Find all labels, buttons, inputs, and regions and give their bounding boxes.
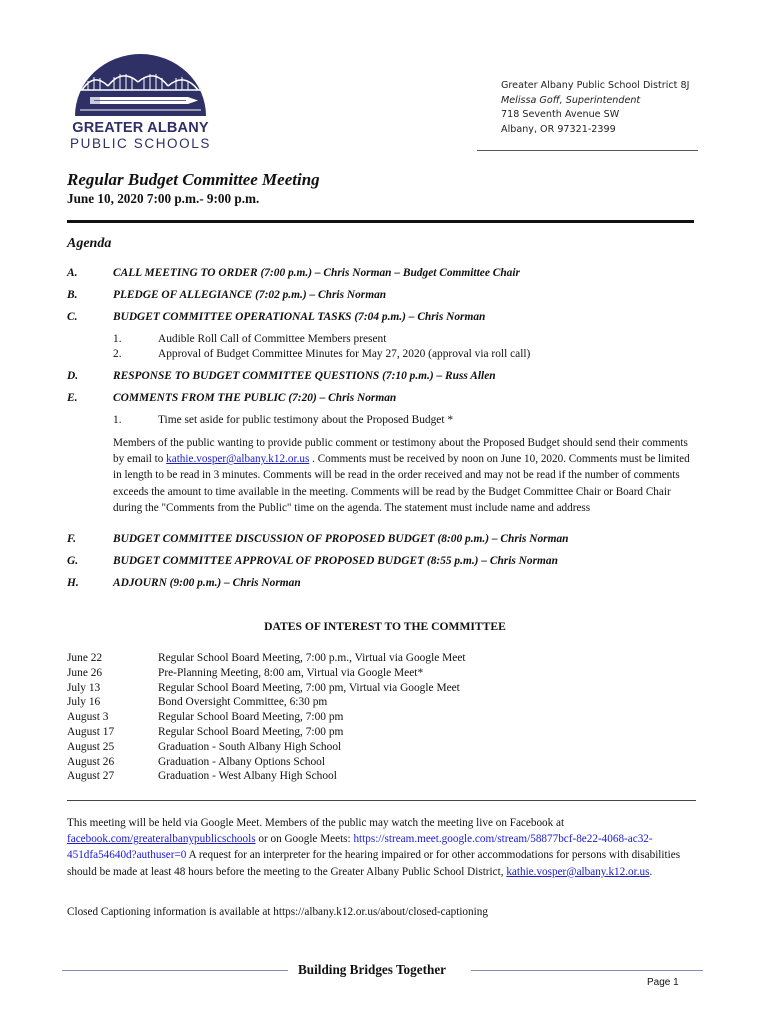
notice-text: A request for an interpreter for the hearing impaired or for other accommodations for persons with disabilities should be made at least 48 hours before the meeting to the Greater Albany Public School District, [67,849,681,878]
notice-divider [67,800,696,801]
dates-list [67,651,114,784]
meeting-date-time: June 10, 2020 7:00 p.m.- 9:00 p.m. [67,191,260,206]
agenda-item-public-comments: COMMENTS FROM THE PUBLIC (7:20) – Chris Norman [113,392,397,404]
date-cell: August 26 [67,755,115,768]
agenda-item-call-to-order: CALL MEETING TO ORDER (7:00 p.m.) – Chris Norman – Budget Committee Chair [113,267,520,279]
subitem-number: 2. [113,348,122,360]
agenda-item-letter: E. [67,392,78,404]
agenda-item-letter: H. [67,577,79,589]
page-number: Page 1 [647,977,679,988]
email-link[interactable]: kathie.vosper@albany.k12.or.us [166,453,310,466]
address-divider [477,150,698,151]
meeting-notice [67,815,697,880]
agenda-item-adjourn: ADJOURN (9:00 p.m.) – Chris Norman [113,577,301,589]
event-cell: Bond Oversight Committee, 6:30 pm [158,696,328,709]
agenda-item-letter: B. [67,289,78,301]
bridge-logo-icon [68,50,213,120]
subitem-number: 1. [113,333,122,345]
agenda-item-operational-tasks: BUDGET COMMITTEE OPERATIONAL TASKS (7:04 p.m.) – Chris Norman [113,311,486,323]
event-cell: Graduation - Albany Options School [158,755,326,768]
public-comment-instructions [113,435,698,516]
date-cell: July 16 [67,696,101,709]
date-cell: June 26 [67,666,103,679]
footer-tagline: Building Bridges Together [298,962,447,977]
agenda-item-letter: F. [67,533,76,545]
notice-text: This meeting will be held via Google Meet. Members of the public may watch the meeting live on Facebook at [67,817,565,829]
agenda-item-approval: BUDGET COMMITTEE APPROVAL OF PROPOSED BUDGET (8:55 p.m.) – Chris Norman [113,555,558,567]
address-line-district: Greater Albany Public School District 8J [501,80,690,91]
closed-captioning-info: Closed Captioning information is available at https://albany.k12.or.us/about/closed-captioning [67,906,488,918]
address-line-street: 718 Seventh Avenue SW [501,109,620,121]
agenda-item-questions: RESPONSE TO BUDGET COMMITTEE QUESTIONS (7:10 p.m.) – Russ Allen [113,370,496,382]
agenda-item-pledge: PLEDGE OF ALLEGIANCE (7:02 p.m.) – Chris Norman [113,289,387,301]
document-title: Regular Budget Committee Meeting [67,170,320,189]
subitem-number: 1. [113,414,122,426]
date-cell: August 25 [67,740,115,753]
event-cell: Graduation - West Albany High School [158,770,337,783]
dates-heading: DATES OF INTEREST TO THE COMMITTEE [264,620,506,633]
date-cell: August 17 [67,725,115,738]
email-link[interactable]: kathie.vosper@albany.k12.or.us [506,865,650,878]
subitem-public-testimony: Time set aside for public testimony about the Proposed Budget * [158,414,454,426]
event-cell: Regular School Board Meeting, 7:00 p.m., Virtual via Google Meet [158,652,466,664]
address-line-superintendent: Melissa Goff, Superintendent [501,94,641,106]
event-cell: Regular School Board Meeting, 7:00 pm [158,711,344,724]
agenda-item-letter: G. [67,555,79,567]
agenda-item-letter: C. [67,311,78,323]
notice-text: . [649,865,653,878]
event-cell: Regular School Board Meeting, 7:00 pm, Virtual via Google Meet [158,681,460,694]
date-cell: August 27 [67,770,115,783]
footer-line-right [471,970,703,971]
district-logo [68,50,213,152]
subitem-minutes-approval: Approval of Budget Committee Minutes for May 27, 2020 (approval via roll call) [158,348,531,360]
agenda-item-letter: D. [67,370,79,382]
facebook-link[interactable]: facebook.com/greateralbanypublicschools [67,833,256,846]
google-meet-link[interactable]: https://stream.meet.google.com/stream/58877bcf-8e22-4068-ac32-451dfa54640d?authuser=0 [67,833,653,862]
subitem-roll-call: Audible Roll Call of Committee Members present [158,333,387,345]
footer-line-left [62,970,288,971]
date-cell: July 13 [67,681,101,694]
event-cell: Pre-Planning Meeting, 8:00 am, Virtual via Google Meet* [158,666,424,679]
public-comment-text-cont: . Comments must be received by noon on June 10, 2020. Comments must be limited in length to be read in 3 minutes. Comments will be read in the order received and may not be read if the number of comments exceeds the amount to time available in the meeting. Comments will be read by the Budget Committee Chair or Board Chair during the "Comments from the Public" time on the agenda. The statement must include name and address [113,453,690,514]
logo-text-line1: GREATER ALBANY [72,120,209,136]
district-address [501,79,689,137]
event-cell: Graduation - South Albany High School [158,740,342,753]
date-cell: August 3 [67,711,109,724]
public-comment-text: Members of the public wanting to provide public comment or testimony about the Proposed Budget should send their comments by email to [113,437,688,466]
title-divider [67,220,694,223]
event-cell: Regular School Board Meeting, 7:00 pm [158,725,344,738]
agenda-item-letter: A. [67,267,78,279]
notice-text: or on Google Meets: [255,833,354,846]
logo-text-line2: PUBLIC SCHOOLS [70,136,211,151]
address-line-city: Albany, OR 97321-2399 [501,123,616,135]
events-list [158,651,466,784]
agenda-heading: Agenda [67,236,112,251]
date-cell: June 22 [67,652,103,664]
agenda-item-discussion: BUDGET COMMITTEE DISCUSSION OF PROPOSED BUDGET (8:00 p.m.) – Chris Norman [113,533,569,545]
